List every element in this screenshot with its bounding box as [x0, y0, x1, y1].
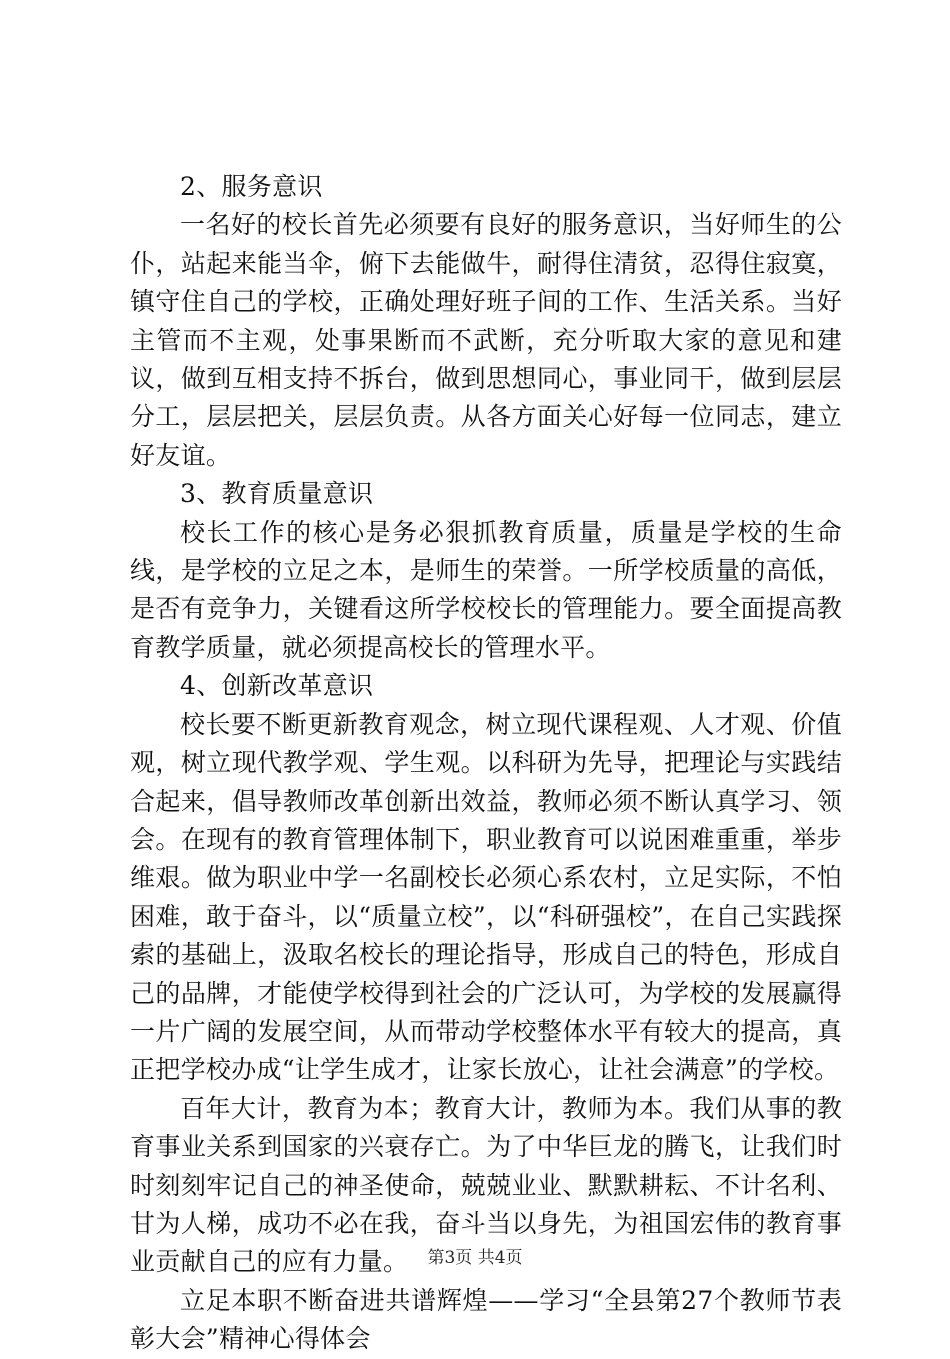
page-number-footer: 第3页 共4页	[427, 1248, 523, 1268]
heading-education-quality: 3、教育质量意识	[180, 479, 374, 509]
next-article-title: 立足本职不断奋进共谱辉煌——学习“全县第27个教师节表彰大会”精神心得体会	[130, 1285, 842, 1354]
document-body	[130, 168, 842, 1359]
heading-innovation-reform: 4、创新改革意识	[180, 671, 374, 701]
paragraph-education-quality: 校长工作的核心是务必狠抓教育质量，质量是学校的生命线，是学校的立足之本，是师生的荣誉。一所学校质量的高低，是否有竞争力，关键看这所学校校长的管理能力。要全面提高教育教学质量，就必须提高校长的管理水平。	[130, 517, 842, 662]
paragraph-conclusion: 百年大计，教育为本；教育大计，教师为本。我们从事的教育事业关系到国家的兴衰存亡。为了中华巨龙的腾飞，让我们时时刻刻牢记自己的神圣使命，兢兢业业、默默耕耘、不计名利、甘为人梯，成功不必在我，奋斗当以身先，为祖国宏伟的教育事业贡献自己的应有力量。	[130, 1093, 842, 1277]
paragraph-service-awareness: 一名好的校长首先必须要有良好的服务意识，当好师生的公仆，站起来能当伞，俯下去能做牛，耐得住清贫，忍得住寂寞，镇守住自己的学校，正确处理好班子间的工作、生活关系。当好主管而不主观，处事果断而不武断，充分听取大家的意见和建议，做到互相支持不拆台，做到思想同心，事业同干，做到层层分工，层层把关，层层负责。从各方面关心好每一位同志，建立好友谊。	[130, 210, 842, 470]
heading-service-awareness: 2、服务意识	[180, 172, 323, 201]
paragraph-innovation-reform: 校长要不断更新教育观念，树立现代课程观、人才观、价值观，树立现代教学观、学生观。以科研为先导，把理论与实践结合起来，倡导教师改革创新出效益，教师必须不断认真学习、领会。在现有的教育管理体制下，职业教育可以说困难重重，举步维艰。做为职业中学一名副校长必须心系农村，立足实际，不怕困难，敢于奋斗，以“质量立校”，以“科研强校”，在自己实践探索的基础上，汲取名校长的理论指导，形成自己的特色，形成自己的品牌，才能使学校得到社会的广泛认可，为学校的发展赢得一片广阔的发展空间，从而带动学校整体水平有较大的提高，真正把学校办成“让学生成才，让家长放心，让社会满意”的学校。	[130, 709, 843, 1085]
